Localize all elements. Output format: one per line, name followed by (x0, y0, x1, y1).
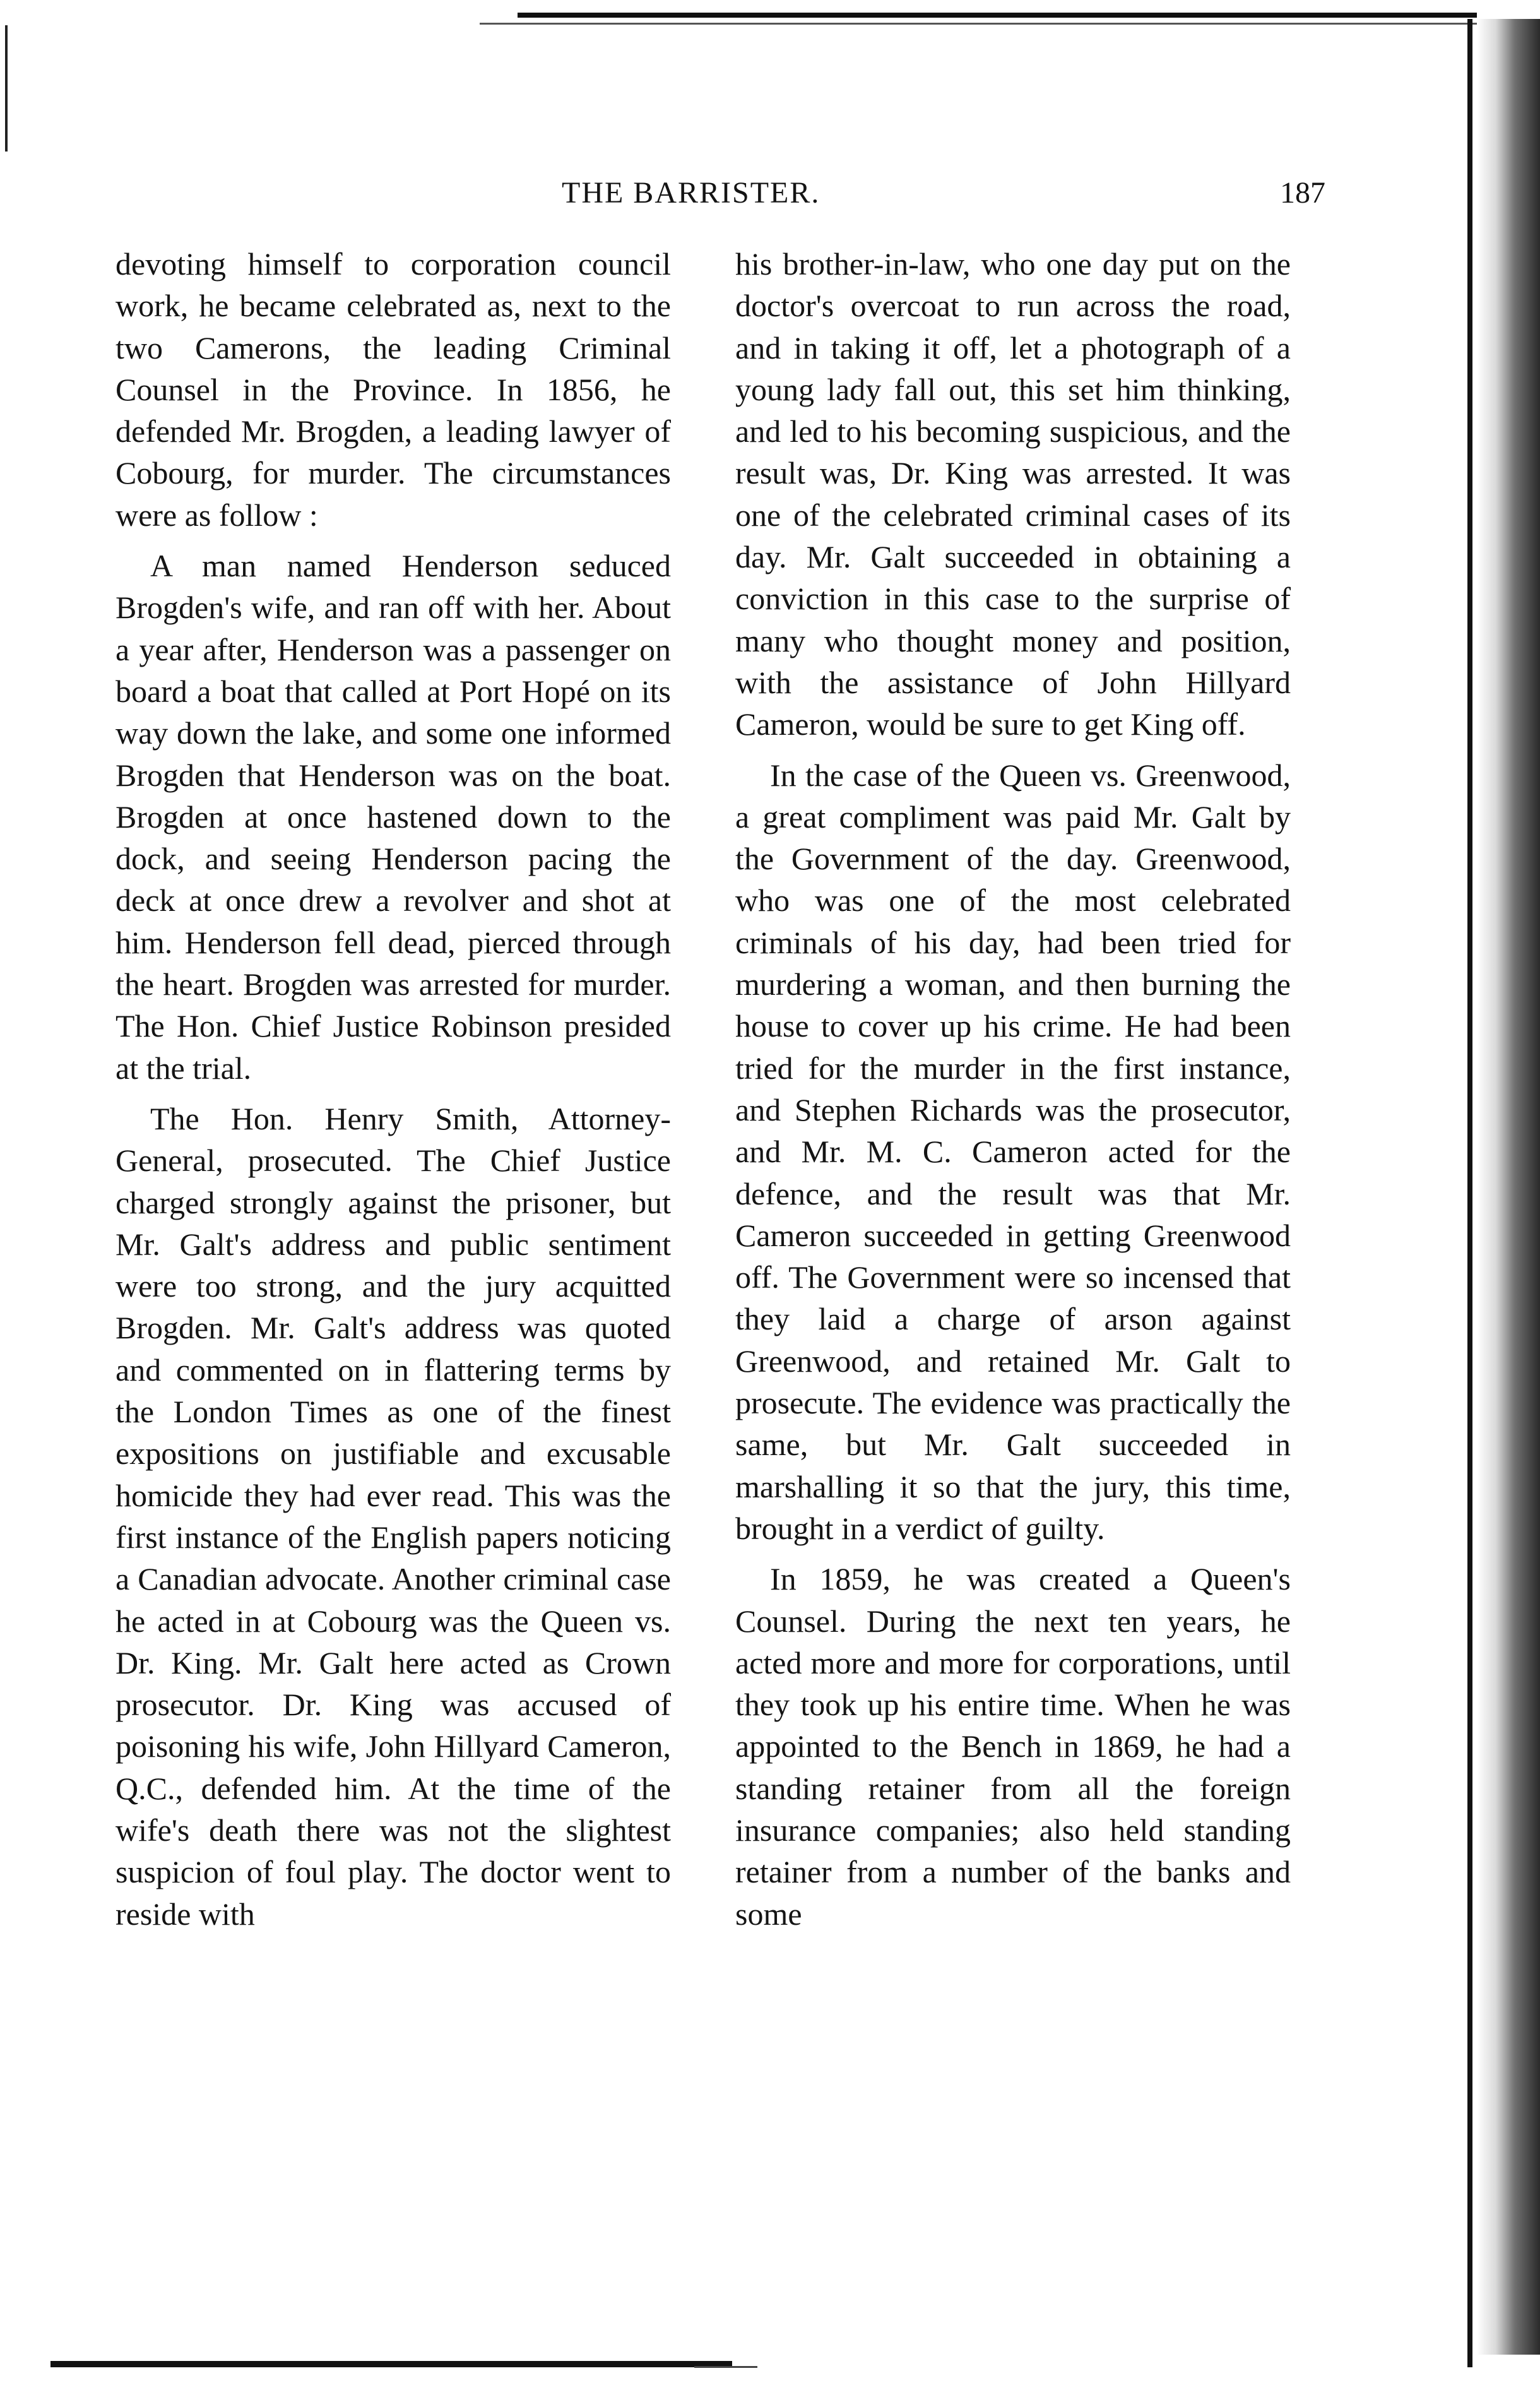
scan-top-rule (518, 13, 1477, 18)
scan-top-rule-thin (480, 23, 1477, 25)
left-paragraph-2: A man named Henderson seduced Brogden's wife, and ran off with her. About a year after, Henderson was a passenger on board a boat that called at Port Hopé on its way down the lake, and some one informed Brogden that Henderson was on the boat. Brogden at once hastened down to the dock, and seeing Henderson pacing the deck at once drew a revolver and shot at him. Henderson fell dead, pierced through the heart. Brogden was arrested for murder. The Hon. Chief Justice Robinson presided at the trial. (116, 548, 671, 1086)
running-head (114, 175, 1325, 220)
scan-left-mark (5, 25, 8, 152)
right-paragraph-2: In the case of the Queen vs. Greenwood, a great compliment was paid Mr. Galt by the Government of the day. Greenwood, who was one of the most celebrated criminals of his day, had been tried for murdering a woman, and then burning the house to cover up his crime. He had been tried for the murder in the first instance, and Stephen Richards was the prosecutor, and Mr. M. C. Cameron acted for the defence, and the result was that Mr. Cameron succeeded in getting Greenwood off. The Government were so incensed that they laid a charge of arson against Greenwood, and retained Mr. Galt to prosecute. The evidence was practically the same, but Mr. Galt succeeded in marshalling it so that the jury, this time, brought in a verdict of guilty. (735, 757, 1291, 1546)
scan-bottom-rule-thin (694, 2366, 757, 2368)
right-paragraph-3: In 1859, he was created a Queen's Counsel. During the next ten years, he acted more and more for corporations, until they took up his entire time. When he was appointed to the Bench in 1869, he had a standing retainer from all the foreign insurance companies; also held standing retainer from a number of the banks and some (735, 1561, 1291, 1932)
right-column (735, 243, 1291, 1935)
scan-right-edge (1477, 19, 1540, 2355)
page-number: 187 (1280, 176, 1325, 210)
left-paragraph-3: The Hon. Henry Smith, Attorney-General, prosecuted. The Chief Justice charged strongly against the prisoner, but Mr. Galt's address and public sentiment were too strong, and the jury acquitted Brogden. Mr. Galt's address was quoted and commented on in flattering terms by the London Times as one of the finest expositions on justifiable and excusable homicide they had ever read. This was the first instance of the English papers noticing a Canadian advocate. Another criminal case he acted in at Cobourg was the Queen vs. Dr. King. Mr. Galt here acted as Crown prosecutor. Dr. King was accused of poisoning his wife, John Hillyard Cameron, Q.C., defended him. At the time of the wife's death there was not the slightest suspicion of foul play. The doctor went to reside with (116, 1100, 671, 1932)
scan-bottom-rule (50, 2361, 732, 2367)
scan-right-border (1467, 19, 1472, 2367)
running-title: THE BARRISTER. (562, 176, 820, 210)
right-paragraph-1: his brother-in-law, who one day put on the doctor's overcoat to run across the road, and in taking it off, let a photograph of a young lady fall out, this set him thinking, and led to his becoming suspicious, and the result was, Dr. King was arrested. It was one of the celebrated criminal cases of its day. Mr. Galt succeeded in obtaining a conviction in this case to the surprise of many who thought money and position, with the assistance of John Hillyard Cameron, would be sure to get King off. (735, 246, 1291, 742)
left-paragraph-1: devoting himself to corporation council work, he became celebrated as, next to the two Camerons, the leading Criminal Counsel in the Province. In 1856, he defended Mr. Brogden, a leading lawyer of Cobourg, for murder. The circumstances were as follow : (116, 246, 671, 533)
left-column (116, 243, 671, 1935)
